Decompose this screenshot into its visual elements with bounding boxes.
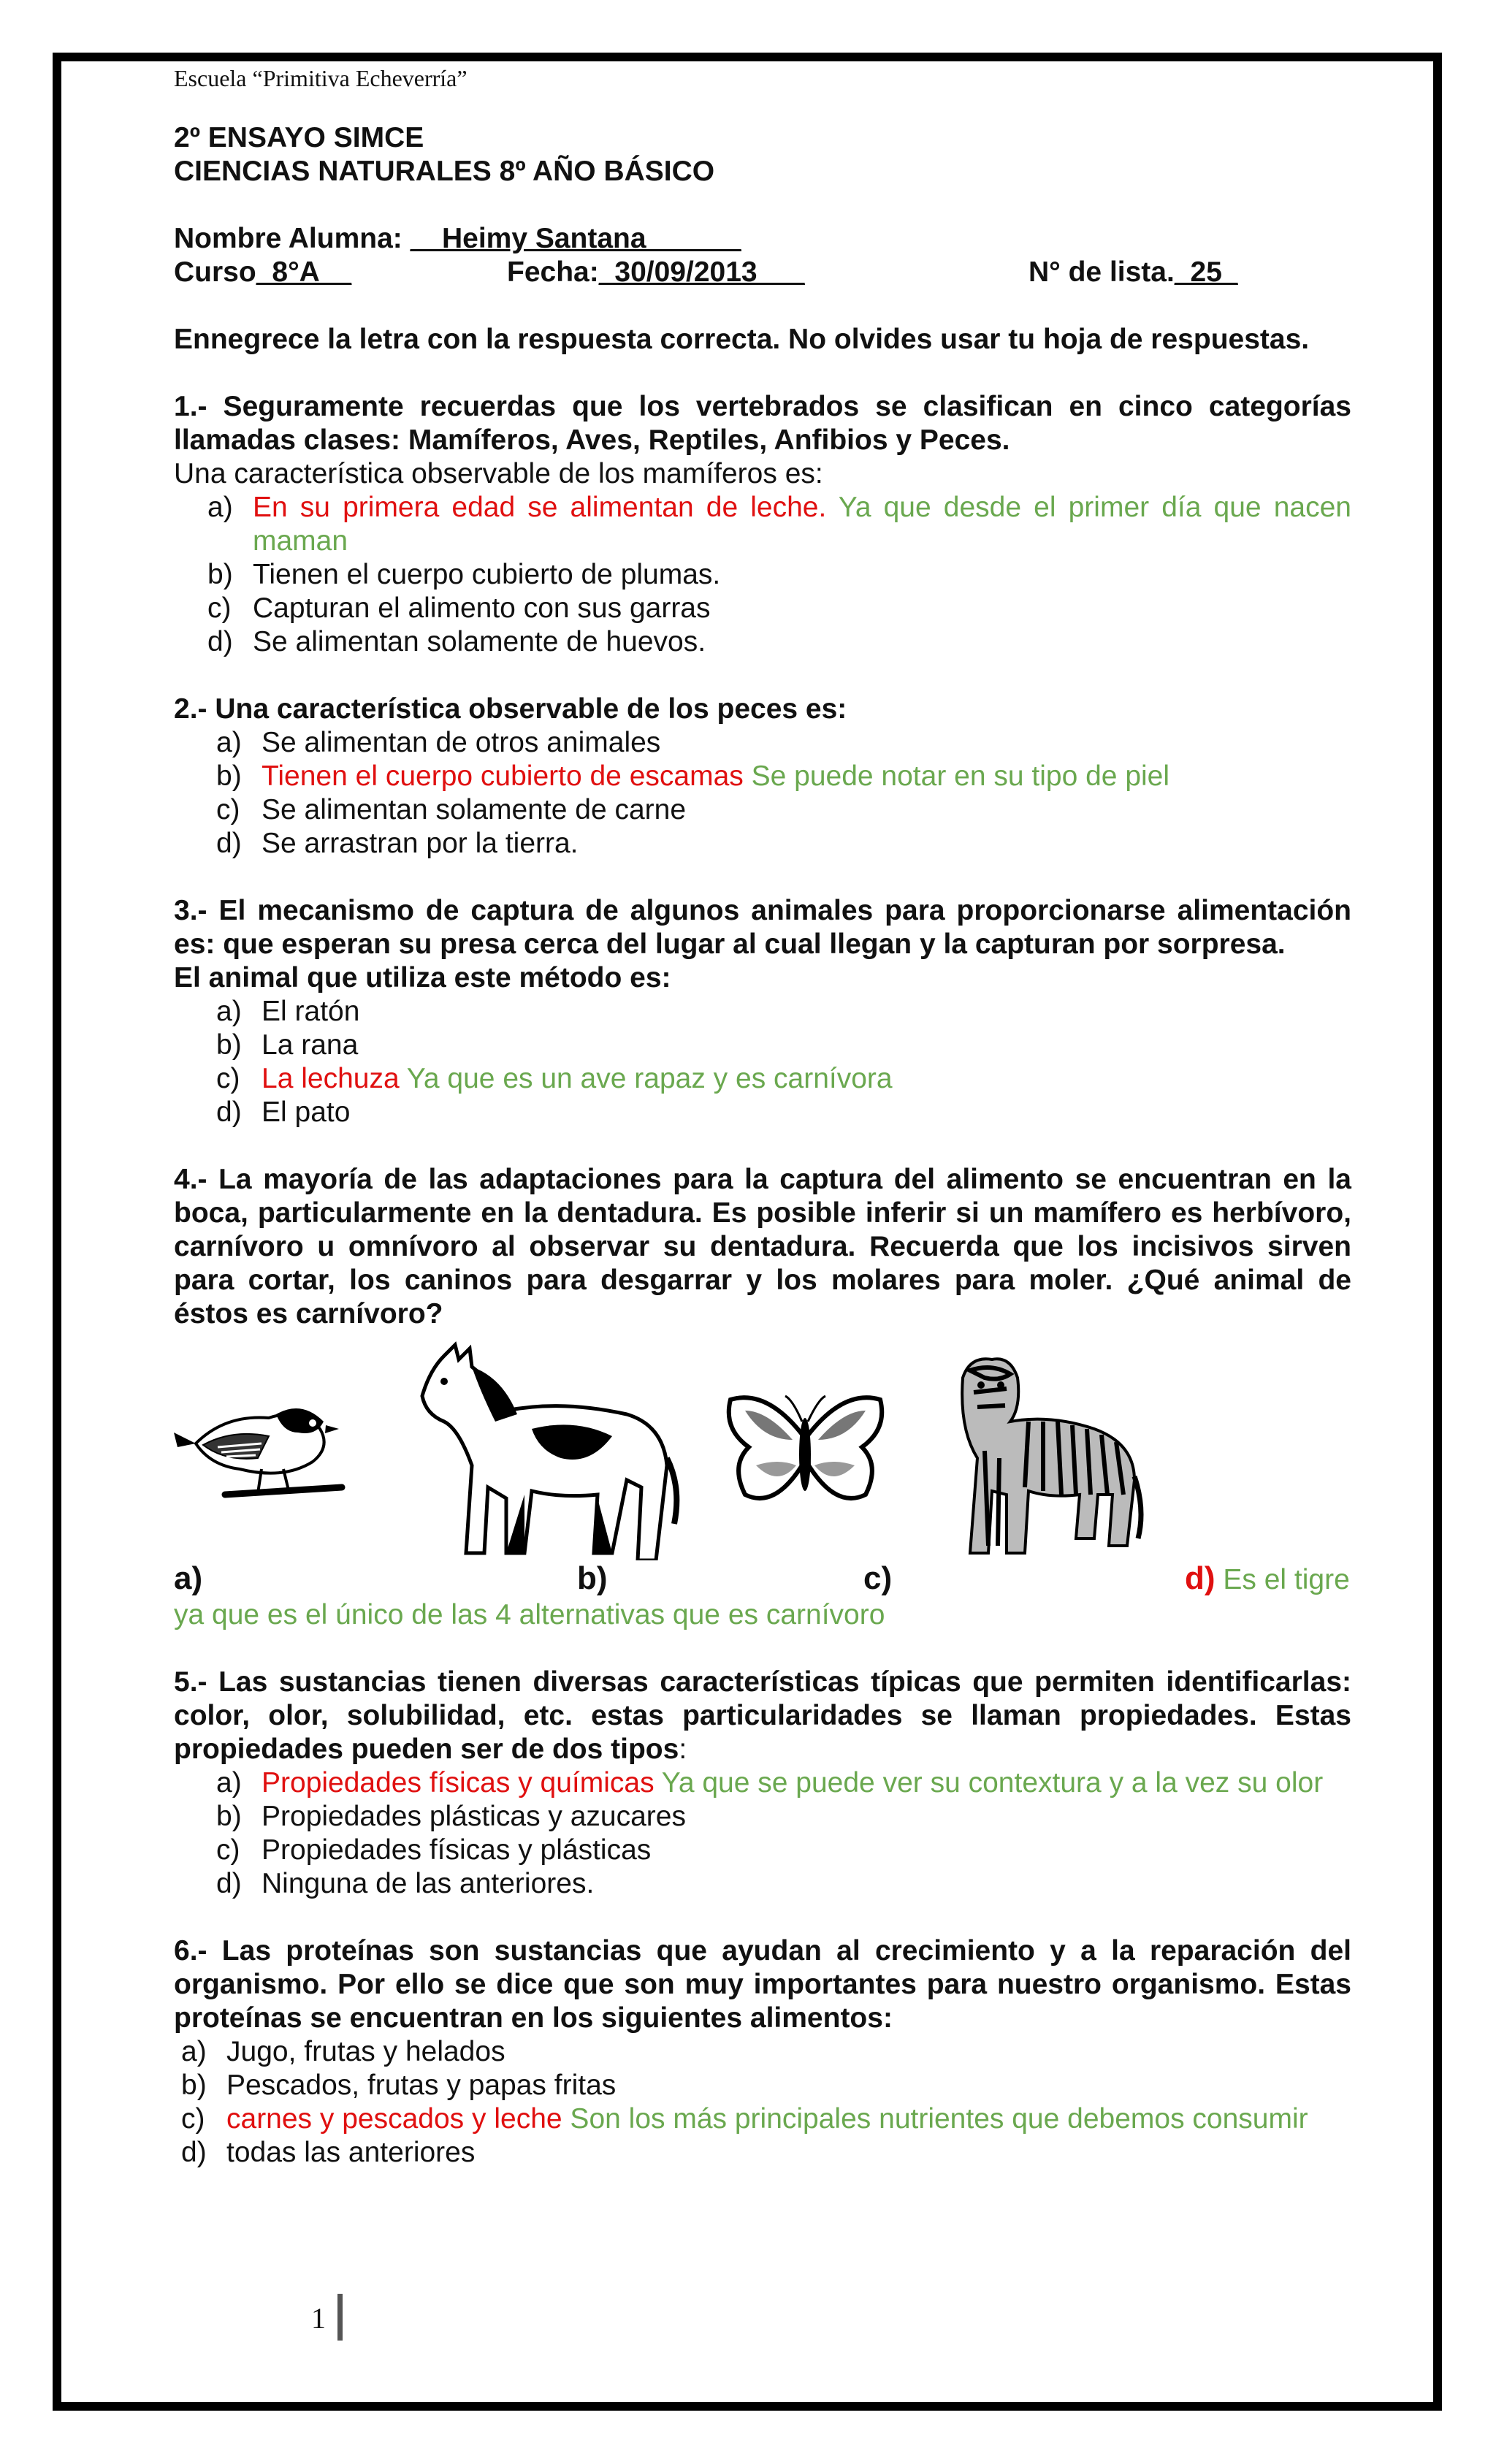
name-value: __Heimy Santana______ [410, 223, 741, 254]
q2-option-a[interactable]: a) Se alimentan de otros animales [216, 727, 661, 758]
list-label: N° de lista. [1028, 256, 1175, 288]
q6-note: Son los más principales nutrientes que debemos consumir [562, 2103, 1308, 2135]
q1-option-c[interactable]: c) Capturan el alimento con sus garras [207, 592, 711, 624]
q1-question: Una característica observable de los mamíferos es: [174, 458, 823, 489]
school-name: Escuela “Primitiva Echeverría” [174, 65, 468, 91]
q2-option-d[interactable]: d) Se arrastran por la tierra. [216, 828, 579, 859]
q5-option-d[interactable]: d) Ninguna de las anteriores. [216, 1868, 595, 1899]
horse-image [415, 1341, 685, 1560]
q6-option-b[interactable]: b) Pescados, frutas y papas fritas [181, 2070, 617, 2101]
q4-option-c[interactable]: c) [863, 1560, 893, 1596]
q5-options [174, 1766, 1351, 1901]
q3-note: Ya que es un ave rapaz y es carnívora [399, 1063, 893, 1094]
q1-option-b[interactable]: b) Tienen el cuerpo cubierto de plumas. [207, 559, 721, 590]
q2-option-c[interactable]: c) Se alimentan solamente de carne [216, 794, 687, 825]
q6-option-c[interactable]: c) carnes y pescados y leche Son los más principales nutrientes que debemos consumir [181, 2103, 1308, 2135]
course-field [174, 256, 507, 289]
q5-option-b[interactable]: b) Propiedades plásticas y azucares [216, 1801, 686, 1832]
animal-images [174, 1341, 1351, 1560]
q6-stem: 6.- Las proteínas son sustancias que ayudan al crecimiento y a la reparación del organismo. Por ello se dice que son muy importantes para nuestro organismo. Estas proteínas se encuentran en los siguientes alimentos: [174, 1935, 1351, 2034]
q2-note: Se puede notar en su tipo de piel [743, 760, 1170, 792]
exam-content [174, 64, 1351, 2170]
q3-question: El animal que utiliza este método es: [174, 962, 671, 993]
q5-note: Ya que se puede ver su contextura y a la vez su olor [654, 1767, 1324, 1799]
page-number: 1 [311, 2302, 326, 2335]
q5-answer: Propiedades físicas y químicas [262, 1767, 654, 1799]
q4-option-labels [174, 1560, 1351, 1598]
q3-answer: La lechuza [262, 1063, 400, 1094]
q1-options [174, 491, 1351, 659]
date-label: Fecha: [507, 256, 599, 288]
q6-option-a[interactable]: a) Jugo, frutas y helados [181, 2036, 505, 2067]
q6-options [174, 2035, 1351, 2170]
course-date-line [174, 256, 1351, 289]
date-field [507, 256, 1028, 289]
q3-stem: 3.- El mecanismo de captura de algunos animales para proporcionarse alimentación es: que esperan su presa cerca del lugar al cual llegan y la capturan por sorpresa. [174, 895, 1351, 960]
q4-note: Es el tigre [1215, 1564, 1350, 1595]
list-value: _25_ [1174, 256, 1238, 288]
page-number-bar [337, 2294, 343, 2341]
q3-option-b[interactable]: b) La rana [216, 1029, 359, 1061]
student-name-line [174, 222, 1351, 256]
q6-option-d[interactable]: d) todas las anteriores [181, 2137, 476, 2168]
q5-option-c[interactable]: c) Propiedades físicas y plásticas [216, 1834, 652, 1866]
q5-stem: 5.- Las sustancias tienen diversas características típicas que permiten identificarlas: color, olor, solubilidad, etc. estas particularidades se llaman propiedades. Estas propiedades pueden ser de dos tipos: [174, 1666, 1351, 1765]
q4-option-d[interactable] [1185, 1560, 1350, 1598]
q4-option-b[interactable]: b) [577, 1560, 608, 1596]
q1-option-d[interactable]: d) Se alimentan solamente de huevos. [207, 626, 706, 657]
q2-stem: 2.- Una característica observable de los peces es: [174, 693, 847, 725]
q2-answer: Tienen el cuerpo cubierto de escamas [262, 760, 744, 792]
q3-option-d[interactable]: d) El pato [216, 1096, 351, 1128]
course-value: _8°A__ [256, 256, 352, 288]
q4-answer: d) [1185, 1560, 1216, 1596]
exam-subject: CIENCIAS NATURALES 8º AÑO BÁSICO [174, 156, 715, 187]
q4-stem: 4.- La mayoría de las adaptaciones para la captura del alimento se encuentran en la boca, particularmente en la dentadura. Es posible inferir si un mamífero es herbívoro, carnívoro u omnívoro al observar su dentadura. Recuerda que los incisivos sirven para cortar, los caninos para desgarrar y los molares para moler. ¿Qué animal de éstos es carnívoro? [174, 1164, 1351, 1330]
q2-options [174, 726, 1351, 861]
q2-option-b[interactable]: b) Tienen el cuerpo cubierto de escamas Se puede notar en su tipo de piel [216, 760, 1170, 792]
bird-image [174, 1378, 349, 1509]
exam-title: 2º ENSAYO SIMCE [174, 122, 424, 153]
course-label: Curso [174, 256, 256, 288]
q1-option-a[interactable]: a) En su primera edad se alimentan de leche. Ya que desde el primer día que nacen maman [207, 492, 1351, 557]
q5-option-a[interactable]: a) Propiedades físicas y químicas Ya que se puede ver su contextura y a la vez su olor [216, 1767, 1324, 1799]
q4-note-continued: ya que es el único de las 4 alternativas que es carnívoro [174, 1599, 885, 1630]
instructions: Ennegrece la letra con la respuesta correcta. No olvides usar tu hoja de respuestas. [174, 324, 1310, 355]
q1-answer: En su primera edad se alimentan de leche. [253, 492, 827, 523]
name-label: Nombre Alumna: [174, 223, 411, 254]
q6-answer: carnes y pescados y leche [226, 2103, 562, 2135]
tiger-image [941, 1349, 1145, 1560]
q3-option-a[interactable]: a) El ratón [216, 996, 360, 1027]
q1-note: Ya que desde el primer día que nacen maman [253, 492, 1351, 557]
q1-stem: 1.- Seguramente recuerdas que los vertebrados se clasifican en cinco categorías llamadas clases: Mamíferos, Aves, Reptiles, Anfibios y Peces. [174, 391, 1351, 456]
q4-option-a[interactable]: a) [174, 1560, 203, 1596]
q3-option-c[interactable]: c) La lechuza Ya que es un ave rapaz y es carnívora [216, 1063, 893, 1094]
list-field [1028, 256, 1238, 289]
butterfly-image [723, 1385, 888, 1513]
date-value: _30/09/2013___ [598, 256, 805, 288]
q3-options [174, 995, 1351, 1129]
